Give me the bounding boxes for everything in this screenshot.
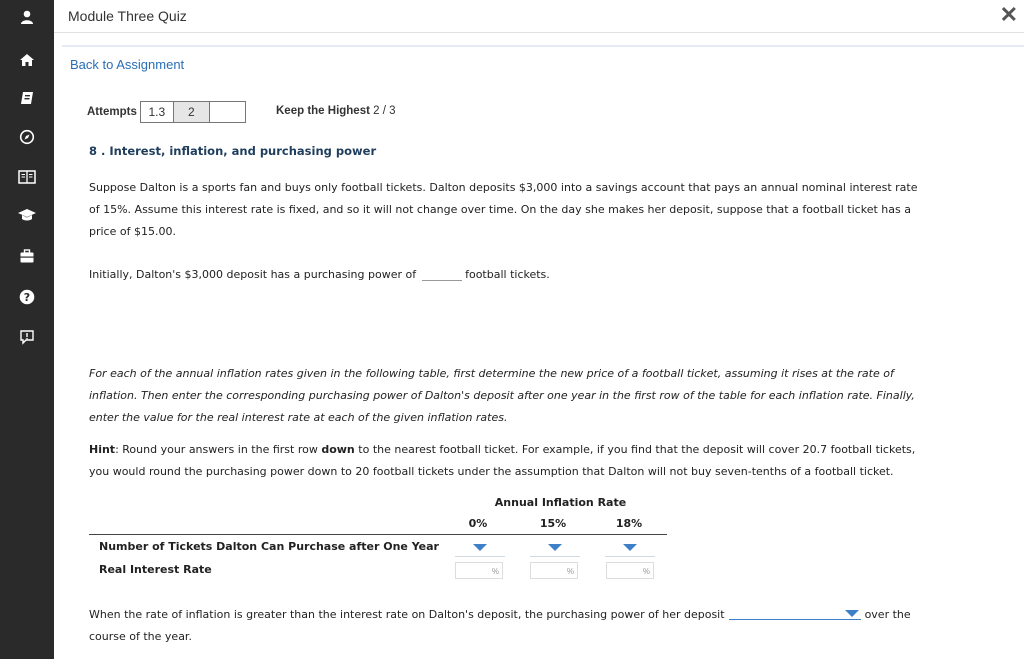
row-label-tickets: Number of Tickets Dalton Can Purchase after One Year xyxy=(99,540,439,553)
graduation-cap-icon[interactable] xyxy=(0,201,54,229)
hint-label: Hint xyxy=(89,443,116,456)
question-title: 8 . Interest, inflation, and purchasing power xyxy=(89,144,377,158)
attempts-label: Attempts xyxy=(87,106,137,118)
attempt-score-3 xyxy=(209,101,246,123)
column-15-percent: 15% xyxy=(539,517,567,530)
divider xyxy=(62,45,1024,47)
book-icon[interactable] xyxy=(0,84,54,112)
help-icon[interactable] xyxy=(0,283,54,311)
column-18-percent: 18% xyxy=(615,517,643,530)
keep-highest-value: 2 / 3 xyxy=(373,105,396,117)
briefcase-icon[interactable] xyxy=(0,242,54,270)
ebook-icon[interactable] xyxy=(0,163,54,191)
svg-text:?: ? xyxy=(23,291,31,304)
home-icon[interactable] xyxy=(0,46,54,74)
tickets-15-dropdown[interactable] xyxy=(548,544,562,551)
purchasing-power-change-dropdown[interactable] xyxy=(729,607,861,620)
title-bar xyxy=(54,0,1024,33)
feedback-icon[interactable] xyxy=(0,323,54,351)
chevron-down-icon xyxy=(845,610,859,617)
table-header: Annual Inflation Rate xyxy=(494,496,627,509)
final-prefix: When the rate of inflation is greater than the interest rate on Dalton's deposit, the purchasing power of her deposit xyxy=(89,608,725,621)
keep-highest-label: Keep the Highest xyxy=(276,105,370,117)
column-0-percent: 0% xyxy=(468,517,488,530)
real-interest-15-input[interactable]: % xyxy=(530,562,578,579)
hint-text-1: : Round your answers in the first row xyxy=(115,443,322,456)
table-divider xyxy=(89,534,667,535)
user-icon[interactable] xyxy=(0,3,54,31)
final-statement xyxy=(89,604,929,648)
hint-bold: down xyxy=(321,443,355,456)
attempts-indicator xyxy=(87,101,246,123)
final-suffix: over the course of the year. xyxy=(89,608,911,643)
initial-purchasing-power xyxy=(89,264,919,286)
left-sidebar xyxy=(0,0,54,659)
row-label-real-interest: Real Interest Rate xyxy=(99,563,212,576)
instructions: For each of the annual inflation rates given in the following table, first determine the new price of a football ticket, assuming it rises at the rate of inflation. Then enter the corresponding purchasing power of Dalton's deposit after one year in the first row of the table for each inflation rate. Finally, enter the value for the real interest rate at each of the given inflation rates. xyxy=(89,367,915,424)
question-intro: Suppose Dalton is a sports fan and buys only football tickets. Dalton deposits $3,000 into a savings account that pays an annual nominal interest rate of 15%. Assume this interest rate is fixed, and so it will not change over time. On the day she makes her deposit, suppose that a football ticket has a price of $15.00. xyxy=(89,181,918,238)
real-interest-18-input[interactable]: % xyxy=(606,562,654,579)
window-title: Module Three Quiz xyxy=(68,8,187,24)
initial-prefix: Initially, Dalton's $3,000 deposit has a purchasing power of xyxy=(89,268,417,281)
initial-tickets-input[interactable] xyxy=(422,266,462,281)
attempt-score-1: 1.3 xyxy=(140,101,174,123)
compass-icon[interactable] xyxy=(0,123,54,151)
close-icon[interactable]: ✕ xyxy=(999,2,1018,27)
back-to-assignment-link[interactable]: Back to Assignment xyxy=(70,57,185,72)
hint xyxy=(89,439,919,483)
tickets-18-dropdown[interactable] xyxy=(623,544,637,551)
initial-suffix: football tickets. xyxy=(465,268,550,281)
real-interest-0-input[interactable]: % xyxy=(455,562,503,579)
hint-text-2: to the nearest football ticket. For example, if you find that the deposit will cover 20.7 football tickets, you would round the purchasing power down to 20 football tickets under the assumption that Dalton will not buy seven-tenths of a football ticket. xyxy=(89,443,916,478)
attempt-score-2: 2 xyxy=(173,101,210,123)
tickets-0-dropdown[interactable] xyxy=(473,544,487,551)
keep-highest xyxy=(276,105,396,117)
